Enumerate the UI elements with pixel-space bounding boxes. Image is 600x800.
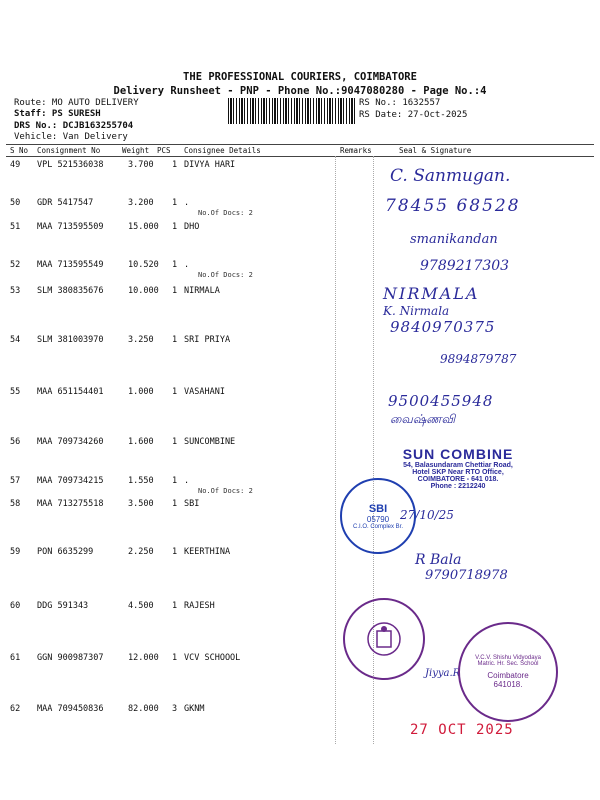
row-consignee: RAJESH xyxy=(184,601,215,611)
school-seal-city: Coimbatore 641018. xyxy=(487,671,529,689)
signature-rbala: R Bala xyxy=(415,552,462,568)
row-pcs: 3 xyxy=(172,704,178,714)
table-header-rule xyxy=(6,156,594,157)
row-weight: 3.200 xyxy=(128,198,154,208)
row-sno: 57 xyxy=(10,476,21,486)
row-weight: 15.000 xyxy=(128,222,159,232)
barcode xyxy=(228,98,356,124)
rs-number: RS No.: 1632557 xyxy=(359,98,441,108)
phone-9840970375: 9840970375 xyxy=(390,318,496,336)
row-sno: 60 xyxy=(10,601,21,611)
runsheet-subtitle: Delivery Runsheet - PNP - Phone No.:9047080280 - Page No.:4 xyxy=(113,85,487,97)
row-docs-count: No.Of Docs: 2 xyxy=(198,209,253,217)
row-consignee: SBI xyxy=(184,499,200,509)
row-weight: 3.250 xyxy=(128,335,154,345)
school-seal xyxy=(458,622,558,722)
row-sno: 55 xyxy=(10,387,21,397)
sbi-code: 05790 xyxy=(366,514,390,524)
col-sno: S No xyxy=(10,146,29,155)
drs-label: DRS No.: DCJB163255704 xyxy=(14,121,134,131)
school-seal-name: V.C.V. Shishu Vidyodaya Matric. Hr. Sec. School xyxy=(475,655,541,667)
sbi-logo-text: SBI xyxy=(368,502,388,515)
row-sno: 59 xyxy=(10,547,21,557)
row-consignee: NIRMALA xyxy=(184,286,220,296)
row-consignment: MAA 651154401 xyxy=(37,387,104,397)
row-weight: 3.500 xyxy=(128,499,154,509)
col-pcs: PCS xyxy=(157,146,171,155)
sbi-branch: C.I.O. Complex Br. xyxy=(352,523,403,530)
row-pcs: 1 xyxy=(172,547,178,557)
row-pcs: 1 xyxy=(172,437,178,447)
suncombine-name: SUN COMBINE xyxy=(402,446,514,462)
row-pcs: 1 xyxy=(172,653,178,663)
row-docs-count: No.Of Docs: 2 xyxy=(198,271,253,279)
row-sno: 61 xyxy=(10,653,21,663)
vehicle-label: Vehicle: Van Delivery xyxy=(14,132,128,142)
suncombine-stamp xyxy=(378,446,538,490)
row-weight: 82.000 xyxy=(128,704,159,714)
row-pcs: 1 xyxy=(172,476,178,486)
row-sno: 52 xyxy=(10,260,21,270)
row-sno: 54 xyxy=(10,335,21,345)
row-consignee: KEERTHINA xyxy=(184,547,231,557)
row-consignment: SLM 380835676 xyxy=(37,286,104,296)
row-consignee: VASAHANI xyxy=(184,387,225,397)
col-remarks: Remarks xyxy=(340,146,372,155)
signature-jiyya: Jiyya.R xyxy=(425,668,461,679)
col-weight: Weight xyxy=(122,146,150,155)
phone-9500455948: 9500455948 xyxy=(388,392,494,410)
row-consignment: PON 6635299 xyxy=(37,547,94,557)
signature-sanmugan: C. Sanmugan. xyxy=(390,166,511,186)
row-consignment: MAA 713595509 xyxy=(37,222,104,232)
row-consignee: . xyxy=(184,476,190,486)
col-consignee: Consignee Details xyxy=(184,146,261,155)
row-consignment: DDG 591343 xyxy=(37,601,89,611)
sbi-seal xyxy=(340,478,416,554)
row-docs-count: No.Of Docs: 2 xyxy=(198,487,253,495)
phone-9894879787: 9894879787 xyxy=(440,352,517,366)
written-date: 27/10/25 xyxy=(400,508,454,522)
table-top-rule xyxy=(6,144,594,145)
row-weight: 10.000 xyxy=(128,286,159,296)
row-consignment: MAA 709734215 xyxy=(37,476,104,486)
row-weight: 12.000 xyxy=(128,653,159,663)
row-pcs: 1 xyxy=(172,499,178,509)
row-weight: 1.600 xyxy=(128,437,154,447)
row-consignee: VCV SCHOOOL xyxy=(184,653,241,663)
row-weight: 3.700 xyxy=(128,160,154,170)
row-consignee: . xyxy=(184,260,190,270)
row-consignee: SUNCOMBINE xyxy=(184,437,236,447)
row-sno: 53 xyxy=(10,286,21,296)
signature-smanikandan: smanikandan xyxy=(410,232,498,247)
row-sno: 49 xyxy=(10,160,21,170)
row-weight: 4.500 xyxy=(128,601,154,611)
row-consignee: SRI PRIYA xyxy=(184,335,231,345)
row-consignee: GKNM xyxy=(184,704,205,714)
emblem-seal xyxy=(343,598,425,680)
rs-date: RS Date: 27-Oct-2025 xyxy=(359,110,468,120)
col-seal: Seal & Signature xyxy=(399,146,472,155)
phone-9789217303: 9789217303 xyxy=(420,258,510,274)
suncombine-addr1: 54, Balasundaram Chettiar Road, xyxy=(403,462,513,469)
suncombine-addr2: Hotel SKP Near RTO Office, xyxy=(412,469,504,476)
row-pcs: 1 xyxy=(172,387,178,397)
row-pcs: 1 xyxy=(172,601,178,611)
row-pcs: 1 xyxy=(172,286,178,296)
row-consignee: DHO xyxy=(184,222,200,232)
emblem-icon xyxy=(364,619,404,659)
row-pcs: 1 xyxy=(172,260,178,270)
row-consignee: . xyxy=(184,198,190,208)
col-sep-remarks xyxy=(335,156,336,744)
row-weight: 10.520 xyxy=(128,260,159,270)
row-consignee: DIVYA HARI xyxy=(184,160,236,170)
row-pcs: 1 xyxy=(172,222,178,232)
row-consignment: SLM 381003970 xyxy=(37,335,104,345)
row-sno: 58 xyxy=(10,499,21,509)
col-consignment: Consignment No xyxy=(37,146,101,155)
row-sno: 56 xyxy=(10,437,21,447)
row-consignment: MAA 713275518 xyxy=(37,499,104,509)
signature-k-nirmala: K. Nirmala xyxy=(383,304,450,318)
row-consignment: GDR 5417547 xyxy=(37,198,94,208)
row-consignment: MAA 713595549 xyxy=(37,260,104,270)
row-consignment: GGN 900987307 xyxy=(37,653,104,663)
suncombine-city: COIMBATORE - 641 018. xyxy=(417,476,499,483)
suncombine-phone: Phone : 2212240 xyxy=(430,483,486,490)
date-stamp: 27 OCT 2025 xyxy=(410,722,514,738)
staff-label: Staff: PS SURESH xyxy=(14,109,101,119)
signature-tamil-name: வைஷ்ணவி xyxy=(390,412,456,426)
row-pcs: 1 xyxy=(172,160,178,170)
company-title: THE PROFESSIONAL COURIERS, COIMBATORE xyxy=(183,71,417,83)
row-sno: 50 xyxy=(10,198,21,208)
phone-9790718978: 9790718978 xyxy=(425,568,508,583)
row-sno: 51 xyxy=(10,222,21,232)
phone-78455: 78455 68528 xyxy=(385,196,521,216)
route-label: Route: MO AUTO DELIVERY xyxy=(14,98,139,108)
row-consignment: MAA 709734260 xyxy=(37,437,104,447)
row-pcs: 1 xyxy=(172,335,178,345)
row-consignment: MAA 709450836 xyxy=(37,704,104,714)
row-pcs: 1 xyxy=(172,198,178,208)
row-sno: 62 xyxy=(10,704,21,714)
row-weight: 1.000 xyxy=(128,387,154,397)
row-consignment: VPL 521536038 xyxy=(37,160,104,170)
signature-nirmala: NIRMALA xyxy=(383,284,480,303)
row-weight: 2.250 xyxy=(128,547,154,557)
row-weight: 1.550 xyxy=(128,476,154,486)
